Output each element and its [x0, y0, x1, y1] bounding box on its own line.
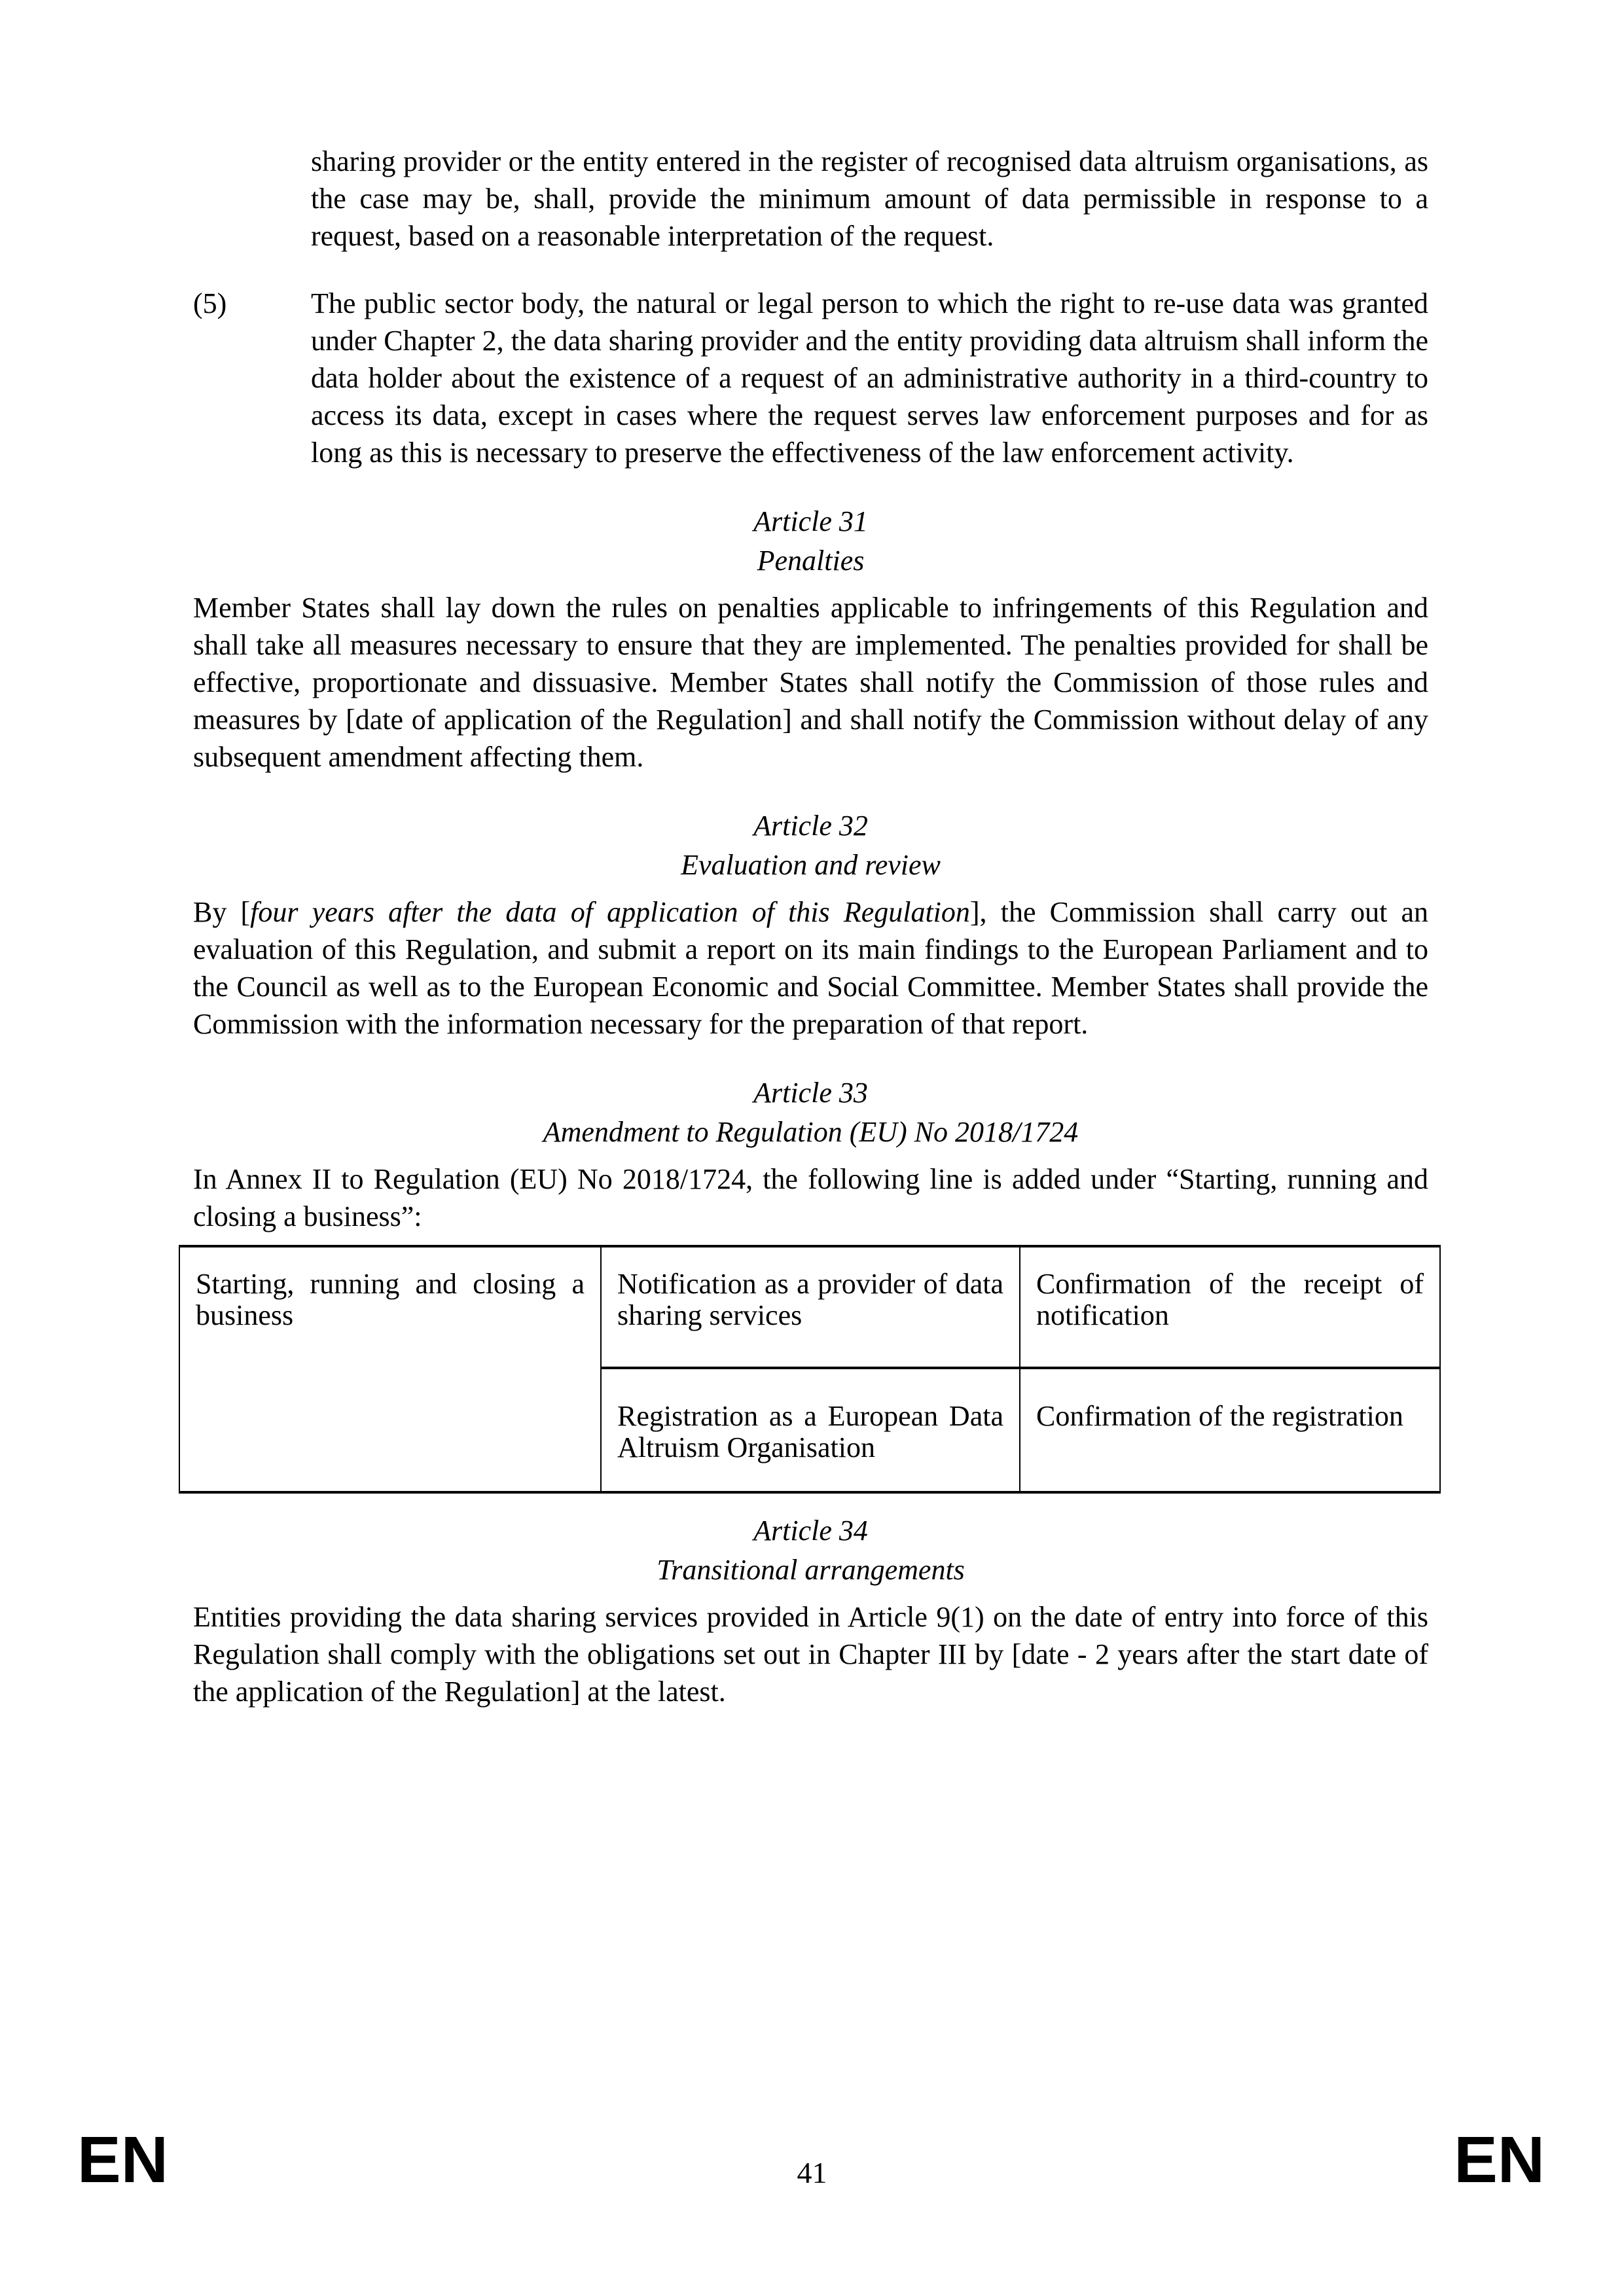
article-34-heading: Article 34 — [753, 1515, 868, 1547]
table-cell-confirmation-registration: Confirmation of the registration — [1020, 1368, 1440, 1492]
table-cell-notification: Notification as a provider of data sharing services — [601, 1246, 1020, 1368]
item-text: The public sector body, the natural or legal person to which the right to re-use data was granted under Chapter 2, the data sharing provider and the entity providing data altruism shall inform the data holder about the existence of a request of an administrative authority in a third-country to access its data, except in cases where the request serves law enforcement purposes and for as long as this is necessary to preserve the effectiveness of the law enforcement activity. — [311, 287, 1428, 469]
article-33-heading: Article 33 — [753, 1077, 868, 1109]
table-cell-registration: Registration as a European Data Altruism Organisation — [601, 1368, 1020, 1492]
article-33-subtitle: Amendment to Regulation (EU) No 2018/1724 — [543, 1116, 1079, 1148]
article-34-body: Entities providing the data sharing services provided in Article 9(1) on the date of entry into force of this Regulation shall comply with the obligations set out in Chapter III by [date - 2 years after the start date of the application of the Regulation] at the latest. — [193, 1601, 1428, 1708]
table-cell-row-label: Starting, running and closing a business — [179, 1246, 601, 1492]
annex-table — [179, 1245, 1441, 1494]
article-33-body: In Annex II to Regulation (EU) No 2018/1724, the following line is added under “Starting, running and closing a business”: — [193, 1163, 1428, 1232]
article-31-subtitle: Penalties — [757, 545, 865, 577]
article-31-heading: Article 31 — [753, 505, 868, 537]
article-32-body-italic: four years after the data of application of this Regulation — [250, 896, 970, 928]
article-32-body — [193, 893, 1428, 1043]
article-32-heading: Article 32 — [753, 810, 868, 842]
footer-page-number: 41 — [797, 2156, 827, 2189]
page-content — [193, 143, 1428, 1740]
table-cell-confirmation-receipt: Confirmation of the receipt of notification — [1020, 1246, 1440, 1368]
article-32-body-prefix: By [ — [193, 896, 251, 928]
article-32-subtitle: Evaluation and review — [681, 849, 941, 881]
list-item-5 — [193, 285, 1428, 471]
article-34-subtitle: Transitional arrangements — [657, 1554, 965, 1586]
continuation-paragraph: sharing provider or the entity entered in the register of recognised data altruism organisations, as the case may be, shall, provide the minimum amount of data permissible in response to a request, based on a reasonable interpretation of the request. — [311, 145, 1428, 252]
table-row — [179, 1246, 1440, 1368]
article-31-body: Member States shall lay down the rules on penalties applicable to infringements of this Regulation and shall take all measures necessary to ensure that they are implemented. The penalties provided for shall be effective, proportionate and dissuasive. Member States shall notify the Commission of those rules and measures by [date of application of the Regulation] and shall notify the Commission without delay of any subsequent amendment affecting them. — [193, 592, 1428, 773]
footer-language-left: EN — [77, 2123, 168, 2197]
footer-language-right: EN — [1454, 2123, 1545, 2197]
item-number: (5) — [193, 287, 227, 319]
article-32-body-suffix: ], the Commission shall carry out an evaluation of this Regulation, and submit a report on its main findings to the European Parliament and to the Council as well as to the European Economic and Social Committee. Member States shall provide the Commission with the information necessary for the preparation of that report. — [193, 896, 1429, 1040]
